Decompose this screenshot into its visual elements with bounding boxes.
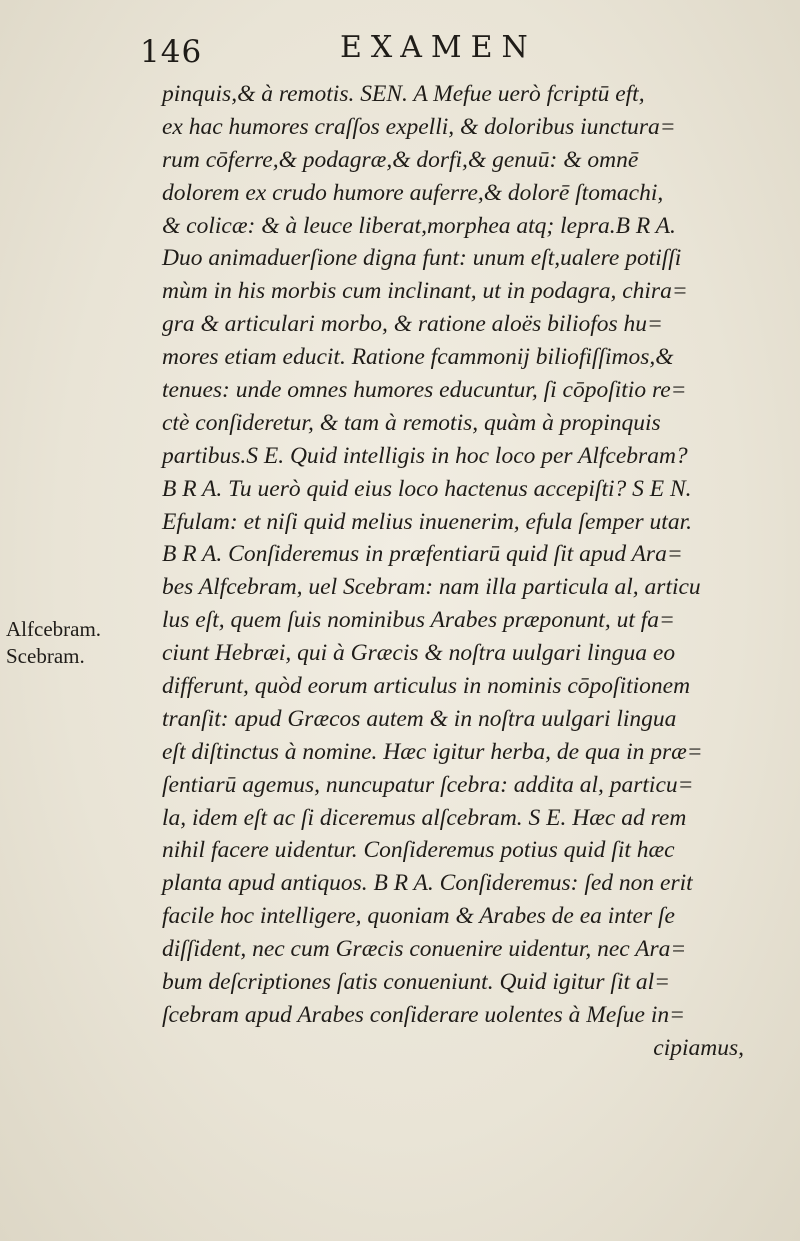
text-line: ctè conſideretur, & tam à remotis, quàm à propinquis: [162, 409, 661, 436]
text-line: ſcebram apud Arabes conſiderare uolentes à Meſue in=: [162, 1001, 685, 1028]
text-line: ex hac humores craſſos expelli, & doloribus iunctura=: [162, 113, 676, 140]
text-line: Efulam: et niſi quid melius inuenerim, efula ſemper utar.: [162, 508, 692, 535]
text-line: cipiamus,: [653, 1034, 744, 1061]
text-line: B R A. Conſideremus in præfentiarū quid ſit apud Ara=: [162, 541, 683, 568]
text-line: bes Alfcebram, uel Scebram: nam illa particula al, articu: [162, 574, 701, 601]
text-line: planta apud antiquos. B R A. Conſideremus: ſed non erit: [162, 870, 693, 897]
running-head: EXAMEN: [340, 30, 537, 65]
text-line: dolorem ex crudo humore auferre,& dolorē ſtomachi,: [162, 179, 664, 206]
text-line: lus eſt, quem ſuis nominibus Arabes præponunt, ut fa=: [162, 607, 675, 634]
body-text: [162, 78, 782, 1065]
margin-note: Alfcebram.: [6, 617, 102, 641]
text-line: ſentiarū agemus, nuncupatur ſcebra: addita al, particu=: [162, 771, 694, 798]
text-line: partibus.S E. Quid intelligis in hoc loco per Alfcebram?: [162, 442, 688, 469]
margin-notes: [6, 616, 146, 670]
text-line: tenues: unde omnes humores educuntur, ſi cōpoſitio re=: [162, 377, 687, 404]
text-line: eſt diſtinctus à nomine. Hæc igitur herba, de qua in præ=: [162, 738, 703, 765]
text-line: nihil facere uidentur. Conſideremus potius quid ſit hæc: [162, 837, 675, 864]
text-line: ciunt Hebræi, qui à Græcis & noſtra uulgari lingua eo: [162, 640, 676, 667]
text-line: Duo animaduerſione digna funt: unum eſt,ualere potiſſi: [162, 245, 682, 272]
text-line: mores etiam educit. Ratione fcammonij biliofiſſimos,&: [162, 344, 674, 371]
text-line: pinquis,& à remotis. SEN. A Mefue uerò fcriptū eft,: [162, 81, 645, 107]
page-header: [140, 22, 660, 72]
text-line: facile hoc intelligere, quoniam & Arabes de ea inter ſe: [162, 903, 675, 930]
text-line: la, idem eſt ac ſi diceremus alſcebram. S E. Hæc ad rem: [162, 804, 687, 831]
text-line: diſſident, nec cum Græcis conuenire uidentur, nec Ara=: [162, 936, 687, 963]
text-line: gra & articulari morbo, & ratione aloës biliofos hu=: [162, 311, 663, 338]
page-number: 146: [140, 34, 203, 70]
text-line: & colicæ: & à leuce liberat,morphea atq; lepra.B R A.: [162, 212, 676, 239]
text-line: differunt, quòd eorum articulus in nominis cōpoſitionem: [162, 673, 691, 700]
text-line: bum deſcriptiones ſatis conueniunt. Quid igitur ſit al=: [162, 969, 671, 996]
margin-note: Scebram.: [6, 644, 85, 668]
text-line: B R A. Tu uerò quid eius loco hactenus accepiſti? S E N.: [162, 475, 692, 502]
text-line: mùm in his morbis cum inclinant, ut in podagra, chira=: [162, 278, 688, 305]
text-line: tranſit: apud Græcos autem & in noſtra uulgari lingua: [162, 705, 677, 732]
text-line: rum cōferre,& podagræ,& dorfi,& genuū: & omnē: [162, 146, 639, 173]
